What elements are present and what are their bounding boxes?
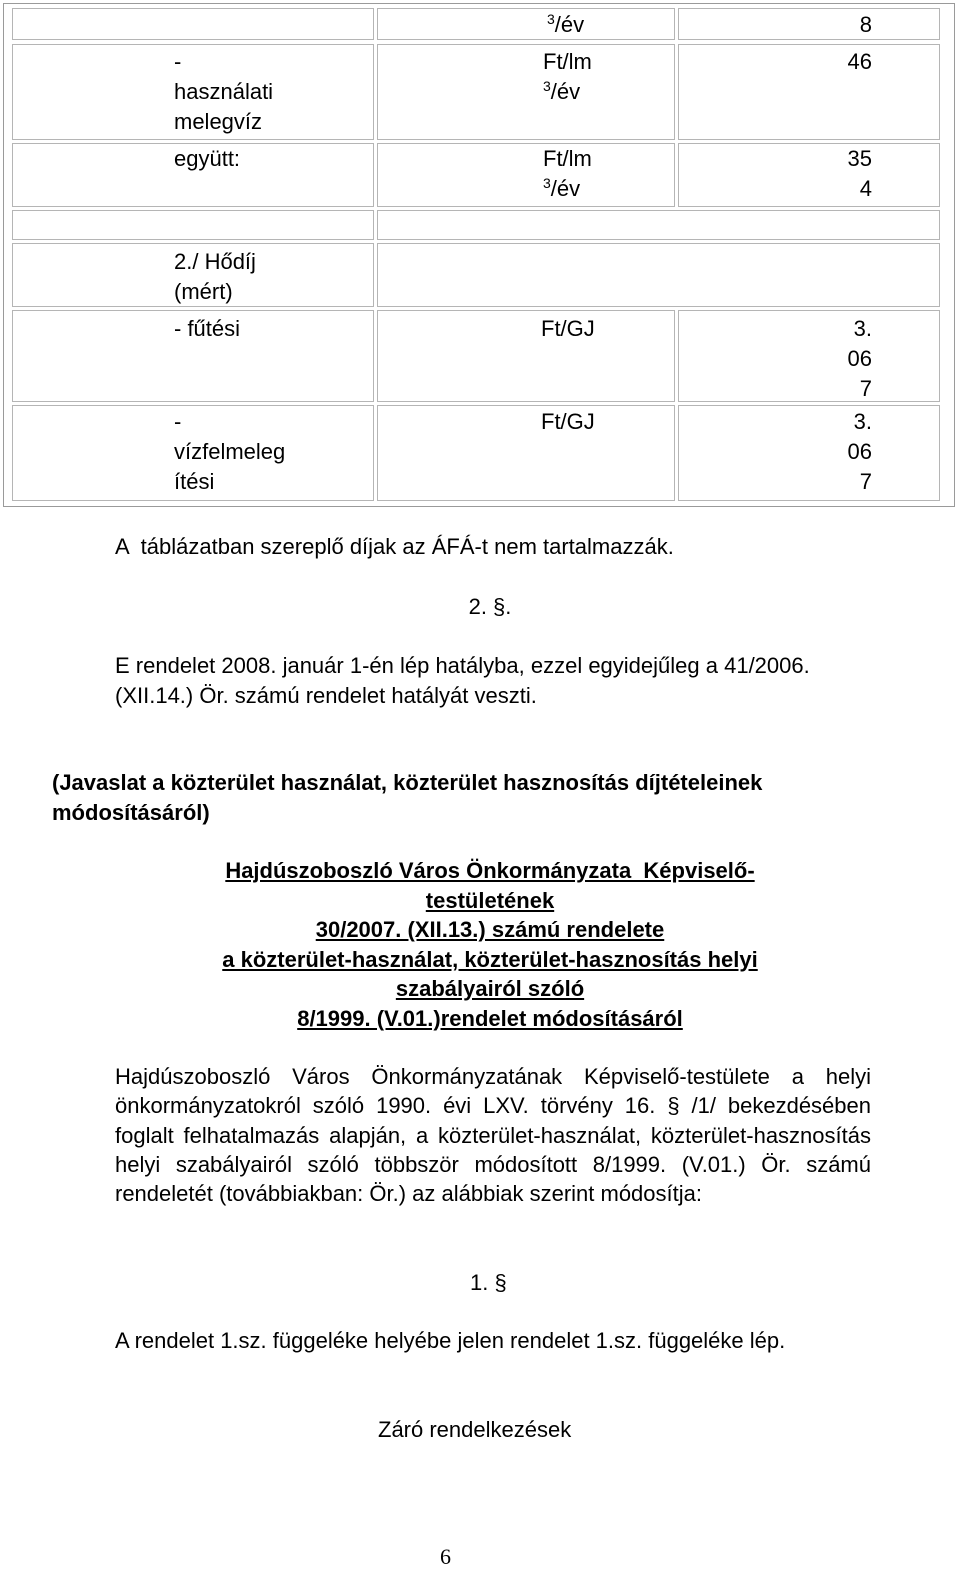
page-number: 6 [440,1544,451,1569]
section-1-heading: 1. § [470,1270,507,1295]
table-cell [12,8,374,40]
table-cell-unit: Ft/GJ [541,409,595,434]
appendix-clause: A rendelet 1.sz. függeléke helyébe jelen rendelet 1.sz. függeléke lép. [115,1328,786,1353]
ordinance-title-line: Hajdúszoboszló Város Önkormányzata Képviselő- [225,858,755,883]
ordinance-title-line: testületének [425,887,555,913]
section-2-heading: 2. §. [468,594,512,619]
table-cell-label: - vízfelmeleg ítési [174,409,286,494]
table-cell-label: - használati melegvíz [174,49,274,134]
table-cell-unit: Ft/lm $^3$/év [543,49,592,104]
table-cell [377,210,940,240]
ordinance-title-line: 30/2007. (XII.13.) számú rendelete [315,917,665,942]
table-cell-label: együtt: [174,146,241,171]
table-cell [12,210,374,240]
tariff-table [3,3,955,507]
table-cell [377,310,675,402]
table-cell [377,243,940,307]
table-cell-label: 2./ Hődíj (mért) [174,249,256,304]
table-cell [678,310,940,402]
table-cell [678,44,940,140]
table-cell [678,8,940,40]
vat-note: A táblázatban szereplő díjak az ÁFÁ-t nem tartalmazzák. [115,534,674,559]
table-cell [377,405,675,501]
table-cell-unit: Ft/GJ [541,316,595,341]
table-cell-label: - fűtési [174,316,241,341]
table-cell-unit: Ft/lm $^3$/év [543,146,592,201]
ordinance-title-line: a közterület-használat, közterület-hasznosítás helyi [222,946,758,972]
table-cell [377,143,675,207]
table-cell [377,8,675,40]
table-cell [377,44,675,140]
table-cell [678,143,940,207]
closing-heading: Záró rendelkezések [378,1417,572,1442]
table-cell-value: 8 [859,12,872,37]
ordinance-title-line: szabályairól szóló [395,976,585,1001]
proposal-heading: (Javaslat a közterület használat, közterület hasznosítás díjtételeinek módosításáról) [52,770,763,825]
preamble-paragraph: Hajdúszoboszló Város Önkormányzatának Képviselő-testülete a helyi önkormányzatokról szóló 1990. évi LXV. törvény 16. § /1/ bekezdésében foglalt felhatalmazás alapján, a közterület-használat, közterület-hasznosítás helyi szabályairól szóló többször módosított 8/1999. (V.01.) Ör. számú rendeletét (továbbiakban: Ör.) az alábbiak szerint módosítja: [115,1064,871,1207]
ordinance-title-line: 8/1999. (V.01.)rendelet módosításáról [297,1005,683,1031]
table-cell-unit: $^3$/év [547,11,585,37]
table-cell-value: 3. 06 7 [847,316,872,401]
ordinance-title [140,856,840,1033]
table-cell-value: 35 4 [847,146,872,201]
effective-clause: E rendelet 2008. január 1-én lép hatályba, ezzel egyidejűleg a 41/2006.(XII.14.) Ör. számú rendelet hatályát veszti. [115,653,810,708]
table-cell-value: 46 [847,49,872,74]
table-cell [678,405,940,501]
table-cell-value: 3. 06 7 [847,409,872,494]
